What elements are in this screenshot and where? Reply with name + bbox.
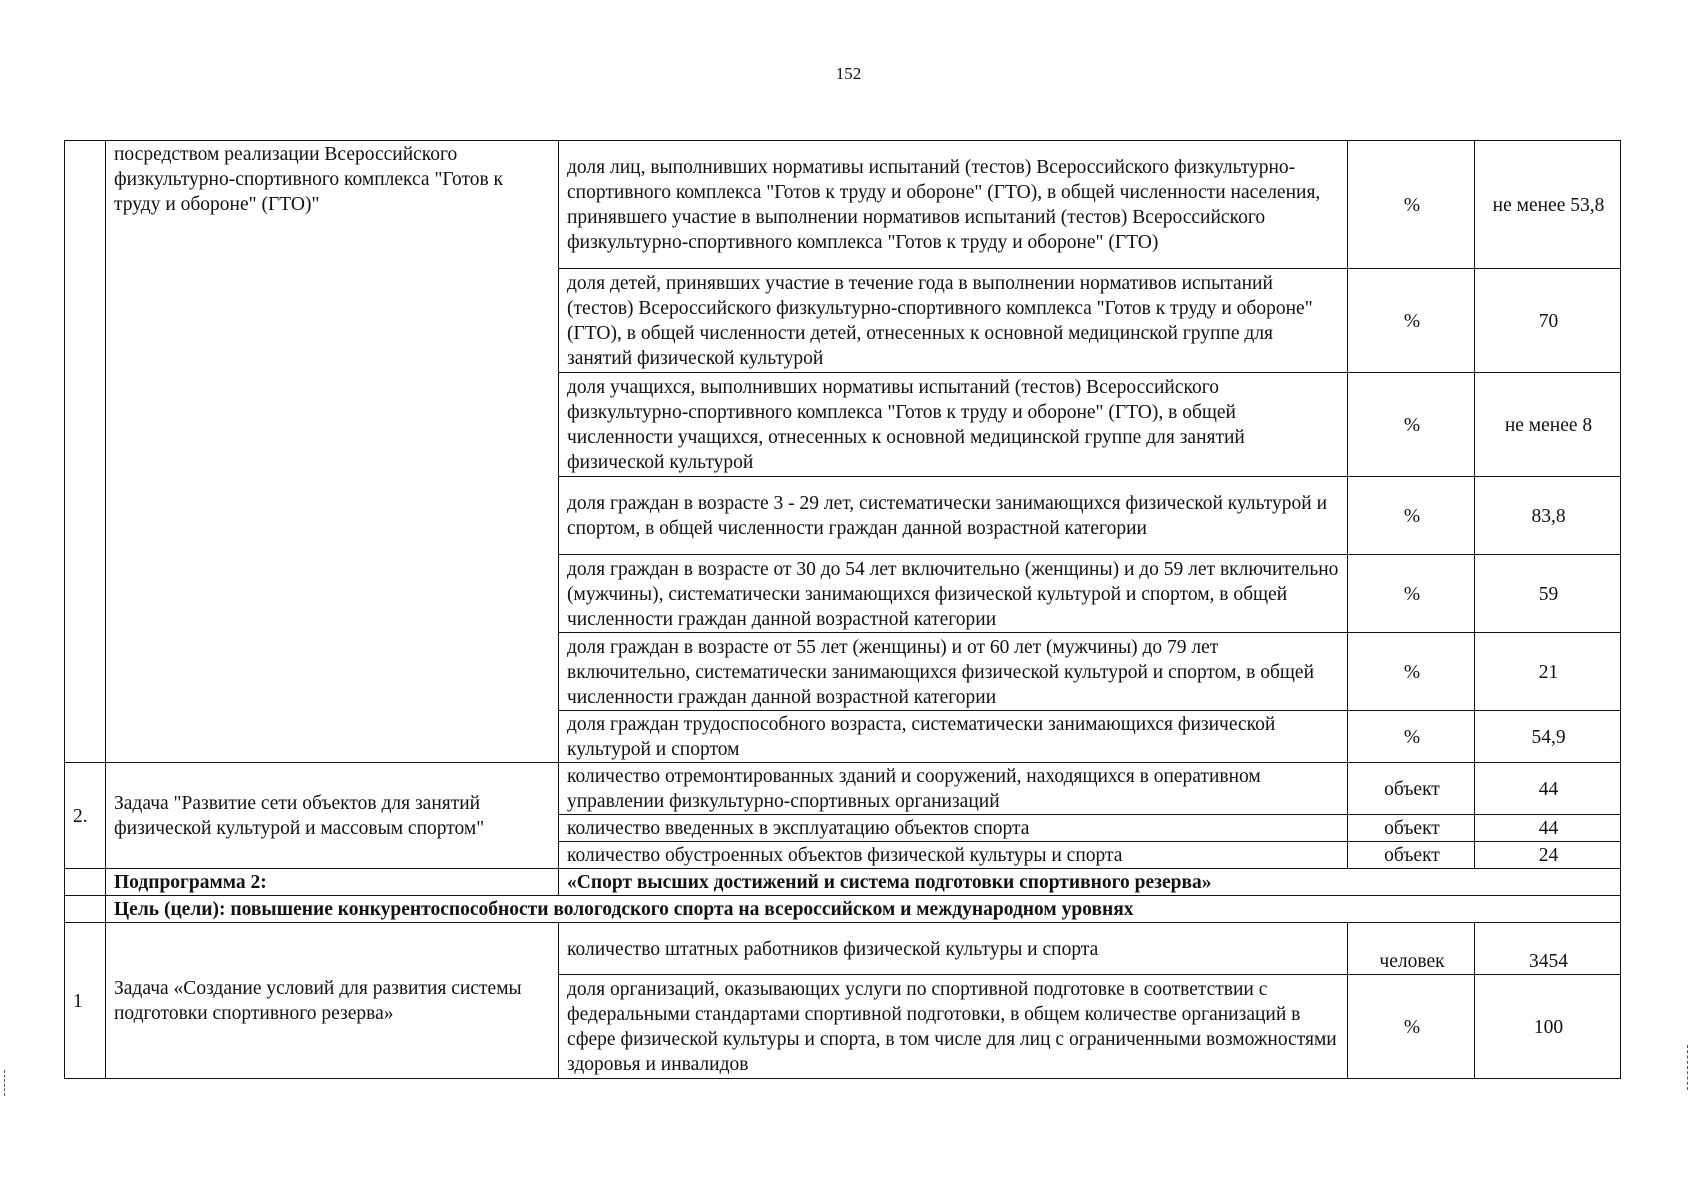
- subprogram-row: [65, 869, 1621, 896]
- indicator-unit: %: [1348, 373, 1475, 477]
- indicator-text: доля граждан в возрасте 3 - 29 лет, систематически занимающихся физической культурой и спортом, в общей численности граждан данной возрастной категории: [559, 477, 1348, 555]
- indicator-text: количество обустроенных объектов физической культуры и спорта: [559, 842, 1348, 869]
- subprogram-label: Подпрограмма 2:: [106, 869, 559, 896]
- subprogram-title: «Спорт высших достижений и система подготовки спортивного резерва»: [559, 869, 1621, 896]
- indicator-unit: человек: [1348, 923, 1475, 975]
- indicators-table: [64, 140, 1621, 1079]
- indicator-text: доля граждан в возрасте от 55 лет (женщины) и от 60 лет (мужчины) до 79 лет включительно, систематически занимающихся физической культурой и спортом, в общей численности граждан данной возрастной категории: [559, 633, 1348, 711]
- indicator-value: 83,8: [1475, 477, 1621, 555]
- indicator-value: не менее 8: [1475, 373, 1621, 477]
- goal-text: Цель (цели): повышение конкурентоспособности вологодского спорта на всероссийском и международном уровнях: [106, 896, 1621, 923]
- indicator-text: количество штатных работников физической культуры и спорта: [559, 923, 1348, 975]
- indicator-unit: объект: [1348, 842, 1475, 869]
- row-number: 1: [65, 923, 106, 1079]
- indicator-text: доля граждан трудоспособного возраста, систематически занимающихся физической культурой и спортом: [559, 711, 1348, 763]
- subprogram-number-cell: [65, 869, 106, 896]
- table-row: [65, 763, 1621, 815]
- indicator-text: доля лиц, выполнивших нормативы испытаний (тестов) Всероссийского физкультурно-спортивного комплекса "Готов к труду и обороне" (ГТО), в общей численности населения, принявшего участие в выполнении нормативов испытаний (тестов) Всероссийского физкультурно-спортивного комплекса "Готов к труду и обороне" (ГТО): [559, 141, 1348, 269]
- row-number: 2.: [65, 763, 106, 869]
- indicator-text: доля детей, принявших участие в течение года в выполнении нормативов испытаний (тестов) Всероссийского физкультурно-спортивного комплекса "Готов к труду и обороне" (ГТО), в общей численности детей, отнесенных к основной медицинской группе для занятий физической культурой: [559, 269, 1348, 373]
- indicator-value: 54,9: [1475, 711, 1621, 763]
- indicator-text: доля организаций, оказывающих услуги по спортивной подготовке в соответствии с федеральными стандартами спортивной подготовки, в общем количестве организаций в сфере физической культуры и спорта, в том числе для лиц с ограниченными возможностями здоровья и инвалидов: [559, 975, 1348, 1079]
- scan-margin-mark: [1687, 1045, 1689, 1090]
- indicator-unit: %: [1348, 141, 1475, 269]
- task-cell: Задача «Создание условий для развития системы подготовки спортивного резерва»: [106, 923, 559, 1079]
- indicator-value: 100: [1475, 975, 1621, 1079]
- row-number: [65, 141, 106, 763]
- table-row: [65, 923, 1621, 975]
- task-cell: Задача "Развитие сети объектов для занятий физической культурой и массовым спортом": [106, 763, 559, 869]
- indicator-text: доля учащихся, выполнивших нормативы испытаний (тестов) Всероссийского физкультурно-спортивного комплекса "Готов к труду и обороне" (ГТО), в общей численности учащихся, отнесенных к основной медицинской группе для занятий физической культурой: [559, 373, 1348, 477]
- task-cell: посредством реализации Всероссийского физкультурно-спортивного комплекса "Готов к труду и обороне" (ГТО)": [106, 141, 559, 763]
- page-number: 152: [835, 64, 862, 83]
- indicator-value: 21: [1475, 633, 1621, 711]
- indicator-unit: %: [1348, 555, 1475, 633]
- goal-number-cell: [65, 896, 106, 923]
- indicator-unit: %: [1348, 269, 1475, 373]
- indicator-value: 44: [1475, 815, 1621, 842]
- indicator-unit: объект: [1348, 763, 1475, 815]
- indicator-unit: %: [1348, 633, 1475, 711]
- indicator-value: 3454: [1475, 923, 1621, 975]
- indicator-unit: %: [1348, 477, 1475, 555]
- scan-margin-mark: [4, 1070, 6, 1096]
- indicator-value: 59: [1475, 555, 1621, 633]
- indicator-unit: %: [1348, 711, 1475, 763]
- indicator-unit: объект: [1348, 815, 1475, 842]
- indicator-value: 44: [1475, 763, 1621, 815]
- indicator-unit: %: [1348, 975, 1475, 1079]
- indicator-text: количество введенных в эксплуатацию объектов спорта: [559, 815, 1348, 842]
- indicator-value: не менее 53,8: [1475, 141, 1621, 269]
- goal-row: [65, 896, 1621, 923]
- table-row: [65, 141, 1621, 269]
- indicator-value: 24: [1475, 842, 1621, 869]
- indicator-value: 70: [1475, 269, 1621, 373]
- indicator-text: доля граждан в возрасте от 30 до 54 лет включительно (женщины) и до 59 лет включительно (мужчины), систематически занимающихся физической культурой и спортом, в общей численности граждан данной возрастной категории: [559, 555, 1348, 633]
- indicator-text: количество отремонтированных зданий и сооружений, находящихся в оперативном управлении физкультурно-спортивных организаций: [559, 763, 1348, 815]
